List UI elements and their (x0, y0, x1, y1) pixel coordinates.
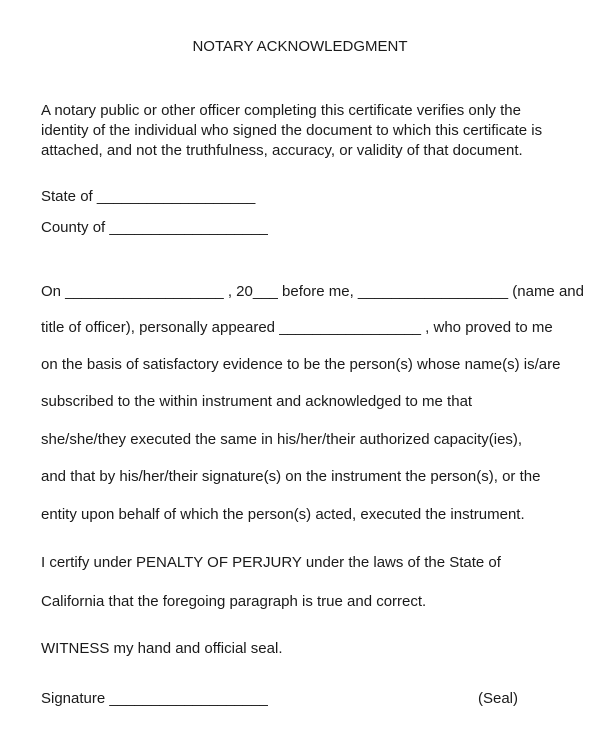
body-line: and that by his/her/their signature(s) on the instrument the person(s), or the (41, 468, 541, 485)
body-line: entity upon behalf of which the person(s) acted, executed the instrument. (41, 506, 525, 523)
state-line: State of ___________________ (41, 188, 256, 205)
body-line: subscribed to the within instrument and acknowledged to me that (41, 393, 473, 410)
certify-line: California that the foregoing paragraph is true and correct. (41, 593, 427, 610)
seal-label: (Seal) (477, 690, 518, 707)
intro-line: attached, and not the truthfulness, accuracy, or validity of that document. (41, 142, 523, 159)
certify-line: I certify under PENALTY OF PERJURY under the laws of the State of (41, 554, 501, 571)
signature-line: Signature ___________________ (41, 690, 268, 707)
body-line: on the basis of satisfactory evidence to be the person(s) whose name(s) is/are (41, 356, 561, 373)
intro-paragraph (41, 101, 576, 161)
body-line: On ___________________ , 20___ before me, __________________ (name and (41, 283, 584, 300)
intro-line: A notary public or other officer completing this certificate verifies only the (41, 102, 521, 119)
body-line: title of officer), personally appeared _________________ , who proved to me (41, 319, 553, 336)
document-title: NOTARY ACKNOWLEDGMENT (192, 38, 408, 55)
body-line: she/she/they executed the same in his/her/their authorized capacity(ies), (41, 431, 523, 448)
county-line: County of ___________________ (41, 219, 268, 236)
witness-line: WITNESS my hand and official seal. (41, 640, 283, 657)
intro-line: identity of the individual who signed the document to which this certificate is (41, 122, 543, 139)
